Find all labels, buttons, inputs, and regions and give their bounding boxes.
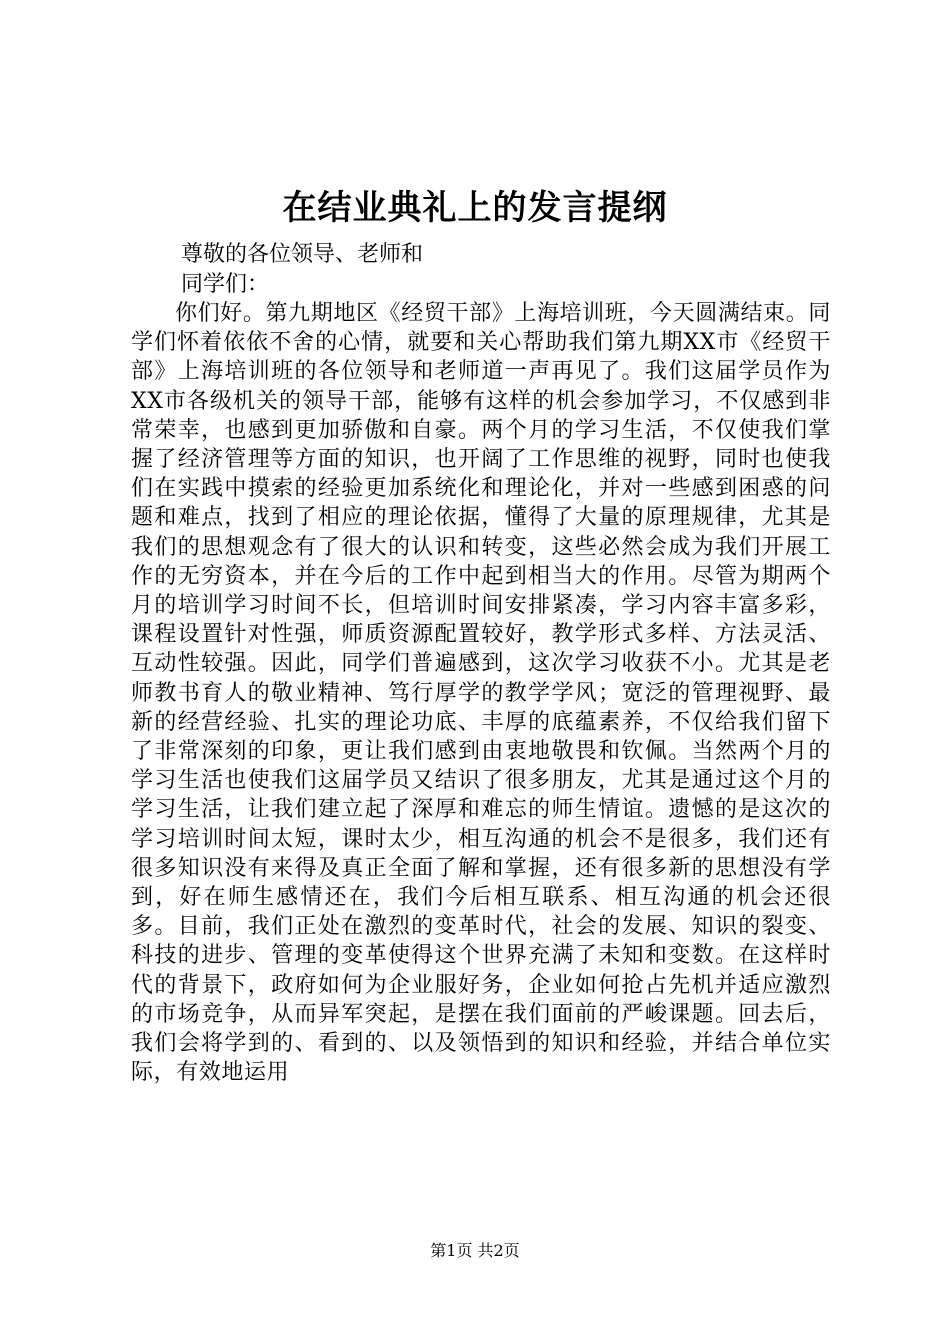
body-paragraph: 你们好。第九期地区《经贸干部》上海培训班，今天圆满结束。同学们怀着依依不舍的心情，就要和关心帮助我们第九期XX市《经贸干部》上海培训班的各位领导和老师道一声再见了。我们这届学员作为XX市各级机关的领导干部，能够有这样的机会参加学习，不仅感到非常荣幸，也感到更加骄傲和自豪。两个月的学习生活，不仅使我们掌握了经济管理等方面的知识，也开阔了工作思维的视野，同时也使我们在实践中摸索的经验更加系统化和理论化，并对一些感到困惑的问题和难点，找到了相应的理论依据，懂得了大量的原理规律，尤其是我们的思想观念有了很大的认识和转变，这些必然会成为我们开展工作的无穷资本，并在今后的工作中起到相当大的作用。尽管为期两个月的培训学习时间不长，但培训时间安排紧凑，学习内容丰富多彩，课程设置针对性强，师质资源配置较好，教学形式多样、方法灵活、互动性较强。因此，同学们普遍感到，这次学习收获不小。尤其是老师教书育人的敬业精神、笃行厚学的教学学风；宽泛的管理视野、最新的经营经验、扎实的理论功底、丰厚的底蕴素养，不仅给我们留下了非常深刻的印象，更让我们感到由衷地敬畏和钦佩。当然两个月的学习生活也使我们这届学员又结识了很多朋友，尤其是通过这个月的学习生活，让我们建立起了深厚和难忘的师生情谊。遗憾的是这次的学习培训时间太短，课时太少，相互沟通的机会不是很多，我们还有很多知识没有来得及真正全面了解和掌握，还有很多新的思想没有学到，好在师生感情还在，我们今后相互联系、相互沟通的机会还很多。目前，我们正处在激烈的变革时代，社会的发展、知识的裂变、科技的进步、管理的变革使得这个世界充满了未知和变数。在这样时代的背景下，政府如何为企业服好务，企业如何抢占先机并适应激烈的市场竞争，从而异军突起，是摆在我们面前的严峻课题。回去后，我们会将学到的、看到的、以及领悟到的知识和经验，并结合单位实际，有效地运用	[131, 301, 831, 1086]
salutation-line-1: 尊敬的各位领导、老师和	[181, 242, 424, 267]
salutation-line-2: 同学们：	[181, 272, 270, 297]
document-title: 在结业典礼上的发言提纲	[282, 188, 668, 228]
page-number-footer: 第1页 共2页	[430, 1241, 520, 1260]
